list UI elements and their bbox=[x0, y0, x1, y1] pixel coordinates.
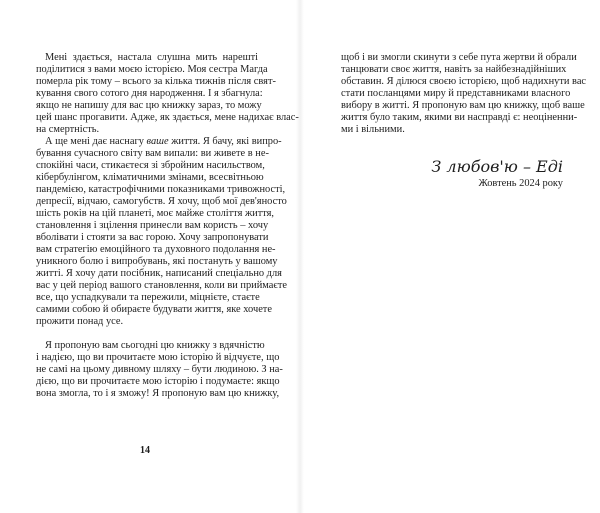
text-line: самими собою й обираєте будувати життя, яке хочете bbox=[36, 304, 272, 315]
text-line: щоб і ви змогли скинути з себе пута жертви й обрали bbox=[341, 52, 577, 63]
text-line: вона змогла, то і я зможу! Я пропоную вам цю книжку, bbox=[36, 388, 280, 399]
date-line: Жовтень 2024 року bbox=[478, 178, 563, 189]
text-line: все, що успадкували та пережили, міцнієте, стаєте bbox=[36, 292, 260, 303]
text-line: вибору в житті. Я пропоную вам цю книжку, щоб ваше bbox=[341, 100, 585, 111]
text-line: спокійні часи, стикаєтеся зі збройним насильством, bbox=[36, 160, 265, 171]
text-fragment: життя. Я бачу, які випро- bbox=[168, 136, 282, 147]
text-line: депресії, відчаю, самогубств. Я хочу, щоб мої дев'яносто bbox=[36, 196, 287, 207]
right-page bbox=[300, 0, 600, 513]
text-line: пандемією, катастрофічними показниками тривожності, bbox=[36, 184, 286, 195]
text-line: вас у цей період вашого становлення, коли ви приймаєте bbox=[36, 280, 288, 291]
text-line: кування свого сотого дня народження. І я збагнула: bbox=[36, 88, 263, 99]
text-line: кібербулінгом, кліматичними змінами, всесвітньою bbox=[36, 172, 264, 183]
text-line: танцювати своє життя, навіть за найбезнадійніших bbox=[341, 64, 567, 75]
text-line: життя було таким, якими ви насправді є: неоціненни- bbox=[341, 112, 578, 123]
text-fragment: А ще мені дає наснагу bbox=[45, 136, 147, 147]
text-line: прожити понад усе. bbox=[36, 316, 124, 327]
text-line: вболівати і стояти за вас горою. Хочу запропонувати bbox=[36, 232, 269, 243]
text-line: уникного болю і випробувань, які постануть у вашому bbox=[36, 256, 278, 267]
text-line: дією, що ви прочитаєте мою історію і подумаєте: якщо bbox=[36, 376, 280, 387]
text-line: вам стратегію емоційного та духовного подолання не- bbox=[36, 244, 276, 255]
text-line: на смертність. bbox=[36, 124, 100, 135]
text-line: бування сучасного світу вам випали: ви живете в не- bbox=[36, 148, 269, 159]
text-line: ми і вільними. bbox=[341, 124, 405, 135]
text-line: не самі на цьому дивному шляху – бути людиною. З на- bbox=[36, 364, 283, 375]
text-line: шість років на цій планеті, моє майже століття життя, bbox=[36, 208, 275, 219]
text-line: обставин. Я ділюся своєю історією, щоб надихнути вас bbox=[341, 76, 587, 87]
text-line: Мені здається, настала слушна мить нарешті bbox=[45, 52, 258, 63]
text-line: померла рік тому – всього за кілька тижнів після свят- bbox=[36, 76, 276, 87]
page-number: 14 bbox=[140, 445, 150, 456]
text-line: Я пропоную вам сьогодні цю книжку з вдячністю bbox=[45, 340, 265, 351]
text-line: житті. Я хочу дати посібник, написаний спеціально для bbox=[36, 268, 282, 279]
text-line: якщо не напишу для вас цю книжку зараз, то можу bbox=[36, 100, 262, 111]
text-line bbox=[45, 136, 282, 148]
signature: З любов'ю – Еді bbox=[431, 157, 563, 176]
text-line: становлення і зцілення принесли вам користь – хочу bbox=[36, 220, 269, 231]
text-line: поділитися з вами моєю історією. Моя сестра Магда bbox=[36, 64, 268, 75]
text-line: стати посланцями миру й представниками власного bbox=[341, 88, 571, 99]
text-line: цей шанс прогавити. Адже, як здається, мене надихає влас- bbox=[36, 112, 299, 123]
text-line: і надією, що ви прочитаєте мою історію й відчуєте, що bbox=[36, 352, 280, 363]
italic-word: ваше bbox=[146, 136, 169, 147]
